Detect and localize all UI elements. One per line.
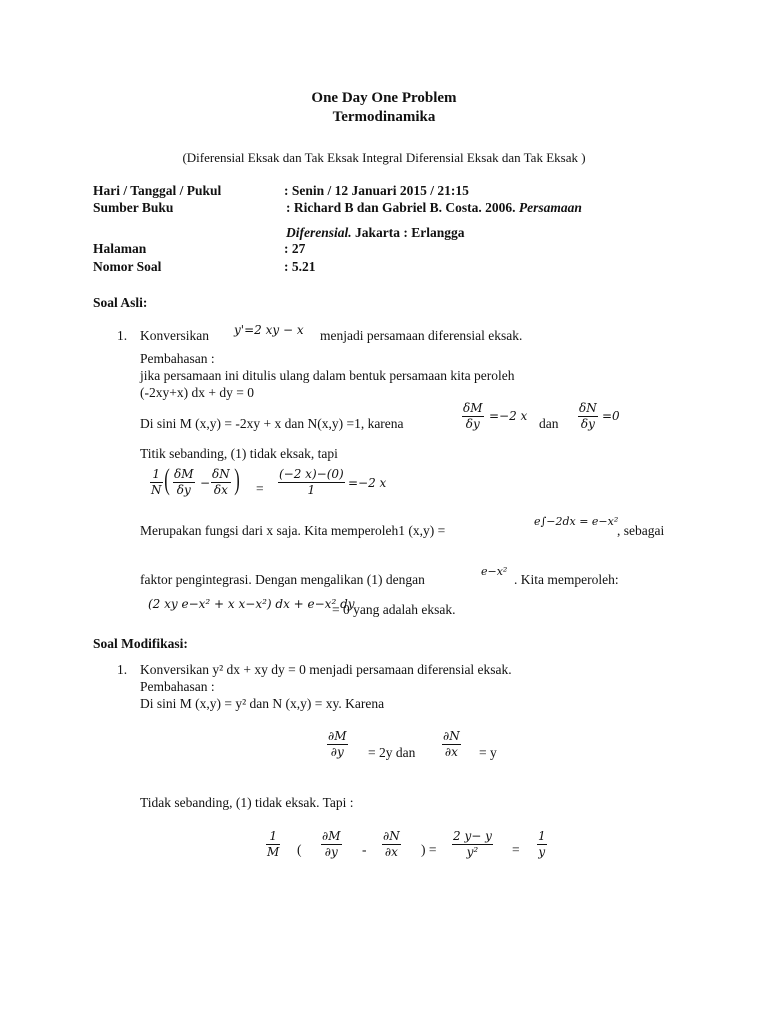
left-paren: ( (164, 463, 170, 496)
denominator: δy (580, 417, 595, 431)
numerator: δM (463, 401, 483, 415)
fraction-one-over-N (150, 467, 163, 498)
fraction-dN-dx (211, 467, 231, 498)
titik-text: Titik sebanding, (1) tidak eksak, tapi (140, 446, 338, 461)
final-expression: (2 xy e−x² + x x−x²) dx + e−x² dy (148, 597, 355, 611)
denominator: N (151, 483, 162, 497)
page-title: One Day One Problem (311, 90, 457, 106)
eq-zero: =0 (602, 409, 620, 423)
denominator: ∂x (444, 745, 458, 759)
hari-value: : Senin / 12 Januari 2015 / 21:15 (284, 183, 469, 198)
fraction-dM-dy (462, 401, 484, 432)
numerator: δN (212, 467, 230, 481)
item-number: 1. (117, 328, 128, 343)
fraction-one-over-y (537, 829, 547, 860)
numerator: 2 y− y (453, 829, 492, 843)
equals-sign: = (512, 842, 520, 857)
faktor-text: faktor pengintegrasi. Dengan mengalikan (1) dengan (140, 572, 425, 587)
sebagai-text: , sebagai (617, 523, 665, 538)
kita-text: . Kita memperoleh: (514, 572, 619, 587)
dan-text: dan (539, 416, 559, 431)
denominator: ∂y (330, 745, 344, 759)
e-neg-x2: e−x² (481, 565, 508, 578)
sumber-value (286, 200, 582, 216)
fraction-pM-py-2 (321, 829, 342, 860)
dash-sign: - (362, 842, 367, 857)
equals-sign: = (256, 481, 264, 496)
page-subtitle: Termodinamika (332, 109, 436, 125)
minus-sign: − (200, 476, 211, 490)
numerator: ∂M (328, 729, 347, 743)
eq-2y-dan: = 2y dan (368, 745, 416, 760)
asli-line-3: Di sini M (x,y) = -2xy + x dan N(x,y) =1, karena (140, 416, 404, 431)
konversikan-text: Konversikan (140, 328, 209, 343)
modif-konversikan: Konversikan y² dx + xy dy = 0 menjadi persamaan diferensial eksak. (140, 662, 512, 677)
integrating-factor-expr: e∫−2dx = e−x² (534, 515, 619, 528)
section-heading-asli: Soal Asli: (93, 295, 148, 310)
denominator: y (538, 845, 546, 859)
right-paren-equals: ) = (421, 842, 437, 857)
section-heading-modifikasi: Soal Modifikasi: (93, 636, 188, 651)
halaman-label: Halaman (93, 241, 147, 256)
numerator: ∂N (383, 829, 400, 843)
numerator: 1 (266, 829, 280, 845)
equation-y-prime: y'=2 xy − x (234, 323, 304, 337)
modif-tidak: Tidak sebanding, (1) tidak eksak. Tapi : (140, 795, 354, 810)
final-text: = 0 yang adalah eksak. (332, 602, 456, 617)
denominator: M (267, 845, 280, 859)
fraction-pN-px (442, 729, 461, 760)
eq-minus-2x: =−2 x (489, 409, 528, 423)
fraction-dM-dy-2 (173, 467, 195, 498)
fraction-dN-dy (578, 401, 598, 432)
sumber-value-b: Persamaan (518, 200, 582, 215)
fraction-result (278, 467, 345, 498)
denominator: y² (466, 845, 479, 859)
fraction-one-over-M (266, 829, 280, 860)
nomor-value: : 5.21 (284, 259, 316, 274)
asli-line-1: jika persamaan ini ditulis ulang dalam bentuk persamaan kita peroleh (140, 368, 515, 383)
numerator: 1 (150, 467, 163, 483)
denominator: ∂x (384, 845, 398, 859)
result-minus-2x: =−2 x (348, 476, 387, 490)
nomor-label: Nomor Soal (93, 259, 162, 274)
merupakan-text: Merupakan fungsi dari x saja. Kita memperoleh1 (x,y) = (140, 523, 446, 538)
modif-pembahasan: Pembahasan : (140, 679, 215, 694)
asli-line-2: (-2xy+x) dx + dy = 0 (140, 385, 254, 400)
fraction-pM-py (327, 729, 348, 760)
denominator: δy (465, 417, 480, 431)
fraction-2y-minus-y (452, 829, 493, 860)
denominator: ∂y (324, 845, 338, 859)
numerator: 1 (538, 829, 546, 843)
sumber-value-a: : Richard B dan Gabriel B. Costa. 2006. (286, 200, 519, 215)
denominator: δy (176, 483, 191, 497)
hari-label: Hari / Tanggal / Pukul (93, 183, 222, 198)
numerator: δM (174, 467, 194, 481)
pembahasan-label: Pembahasan : (140, 351, 215, 366)
sumber-label: Sumber Buku (93, 200, 174, 215)
sumber-cont-b: Jakarta : Erlangga (351, 225, 465, 240)
numerator: ∂N (443, 729, 460, 743)
halaman-value: : 27 (284, 241, 306, 256)
numerator: ∂M (322, 829, 341, 843)
item-number: 1. (117, 662, 128, 677)
fraction-pN-px-2 (382, 829, 401, 860)
numerator: (−2 x)−(0) (279, 467, 344, 481)
left-paren: ( (297, 842, 302, 857)
sumber-cont (286, 225, 465, 241)
right-paren: ) (234, 463, 240, 496)
denominator: 1 (307, 483, 316, 497)
sumber-cont-a: Diferensial. (286, 225, 352, 240)
topic-line: (Diferensial Eksak dan Tak Eksak Integral Diferensial Eksak dan Tak Eksak ) (182, 150, 586, 165)
numerator: δN (579, 401, 597, 415)
eq-y: = y (479, 745, 497, 760)
menjadi-text: menjadi persamaan diferensial eksak. (320, 328, 523, 343)
denominator: δx (213, 483, 228, 497)
modif-disini: Di sini M (x,y) = y² dan N (x,y) = xy. Karena (140, 696, 385, 711)
